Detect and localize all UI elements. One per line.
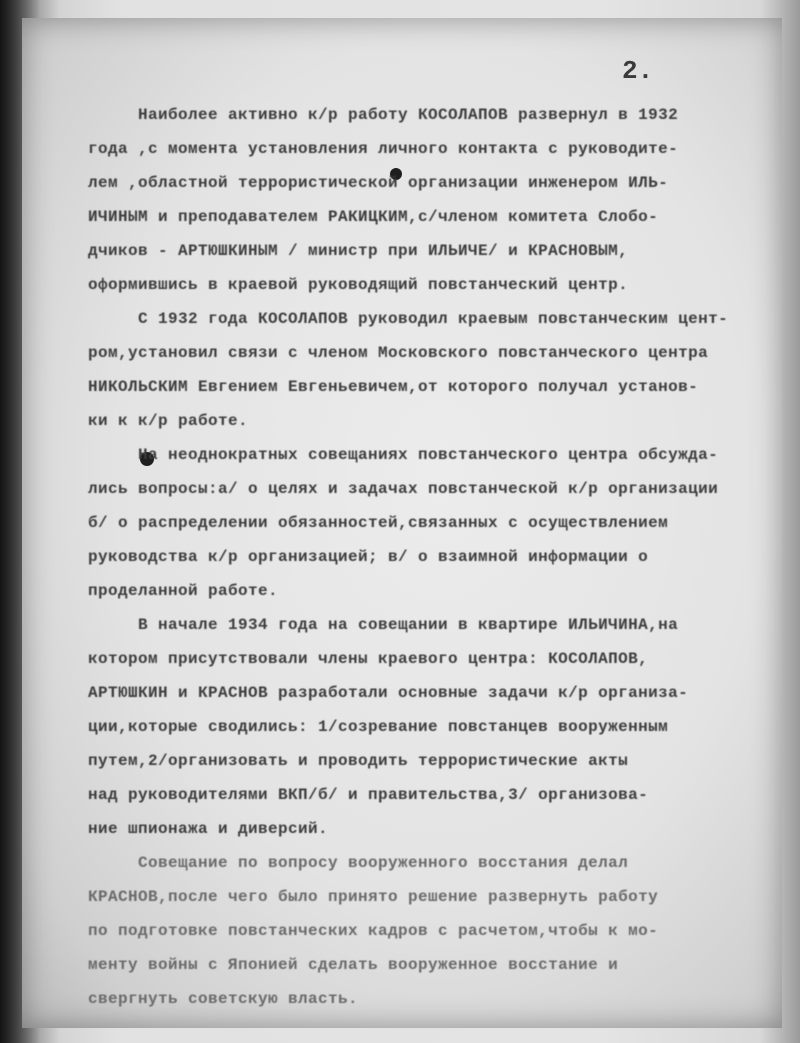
- text-line: ции,которые сводились: 1/созревание повстанцев вооруженным: [88, 718, 669, 736]
- text-line: ки к к/р работе.: [88, 412, 249, 430]
- document-body: [88, 98, 768, 1016]
- text-line: АРТЮШКИН и КРАСНОВ разработали основные задачи к/р организа-: [88, 684, 689, 702]
- text-line: оформившись в краевой руководящий повстанческий центр.: [88, 276, 629, 294]
- text-line: года ,с момента установления личного контакта с руководите-: [88, 140, 679, 158]
- paragraph-4: [88, 608, 768, 846]
- text-line: НИКОЛЬСКИМ Евгением Евгеньевичем,от которого получал установ-: [88, 378, 699, 396]
- paragraph-3: [88, 438, 768, 608]
- text-line: дчиков - АРТЮШКИНЫМ / министр при ИЛЬИЧЕ/ и КРАСНОВЫМ,: [88, 242, 629, 260]
- text-line: Совещание по вопросу вооруженного восстания делал: [138, 854, 629, 872]
- text-line: б/ о распределении обязанностей,связанных с осуществлением: [88, 514, 669, 532]
- text-line: котором присутствовали члены краевого центра: КОСОЛАПОВ,: [88, 650, 649, 668]
- text-line: лись вопросы:а/ о целях и задачах повстанческой к/р организации: [88, 480, 719, 498]
- text-line: С 1932 года КОСОЛАПОВ руководил краевым повстанческим цент-: [138, 310, 729, 328]
- text-line: над руководителями ВКП/б/ и правительства,3/ организова-: [88, 786, 649, 804]
- text-line: На неоднократных совещаниях повстанческого центра обсужда-: [138, 446, 719, 464]
- text-line: В начале 1934 года на совещании в квартире ИЛЬИЧИНА,на: [138, 616, 679, 634]
- text-line: руководства к/р организацией; в/ о взаимной информации о: [88, 548, 649, 566]
- text-line: ние шпионажа и диверсий.: [88, 820, 329, 838]
- text-line: по подготовке повстанческих кадров с расчетом,чтобы к мо-: [88, 922, 659, 940]
- text-line: ИЧИНЫМ и преподавателем РАКИЦКИМ,с/членом комитета Слобо-: [88, 208, 659, 226]
- text-line: КРАСНОВ,после чего было принято решение развернуть работу: [88, 888, 659, 906]
- text-line: свергнуть советскую власть.: [88, 990, 359, 1008]
- text-line: путем,2/организовать и проводить террористические акты: [88, 752, 629, 770]
- paragraph-1: [88, 98, 768, 302]
- text-line: Наиболее активно к/р работу КОСОЛАПОВ развернул в 1932: [138, 106, 679, 124]
- text-line: лем ,областной террористической организации инженером ИЛЬ-: [88, 174, 669, 192]
- text-line: ром,установил связи с членом Московского повстанческого центра: [88, 344, 709, 362]
- text-line: проделанной работе.: [88, 582, 279, 600]
- text-line: менту войны с Японией сделать вооруженное восстание и: [88, 956, 619, 974]
- paragraph-2: [88, 302, 768, 438]
- page-number: 2.: [622, 56, 654, 86]
- paragraph-5: [88, 846, 768, 1016]
